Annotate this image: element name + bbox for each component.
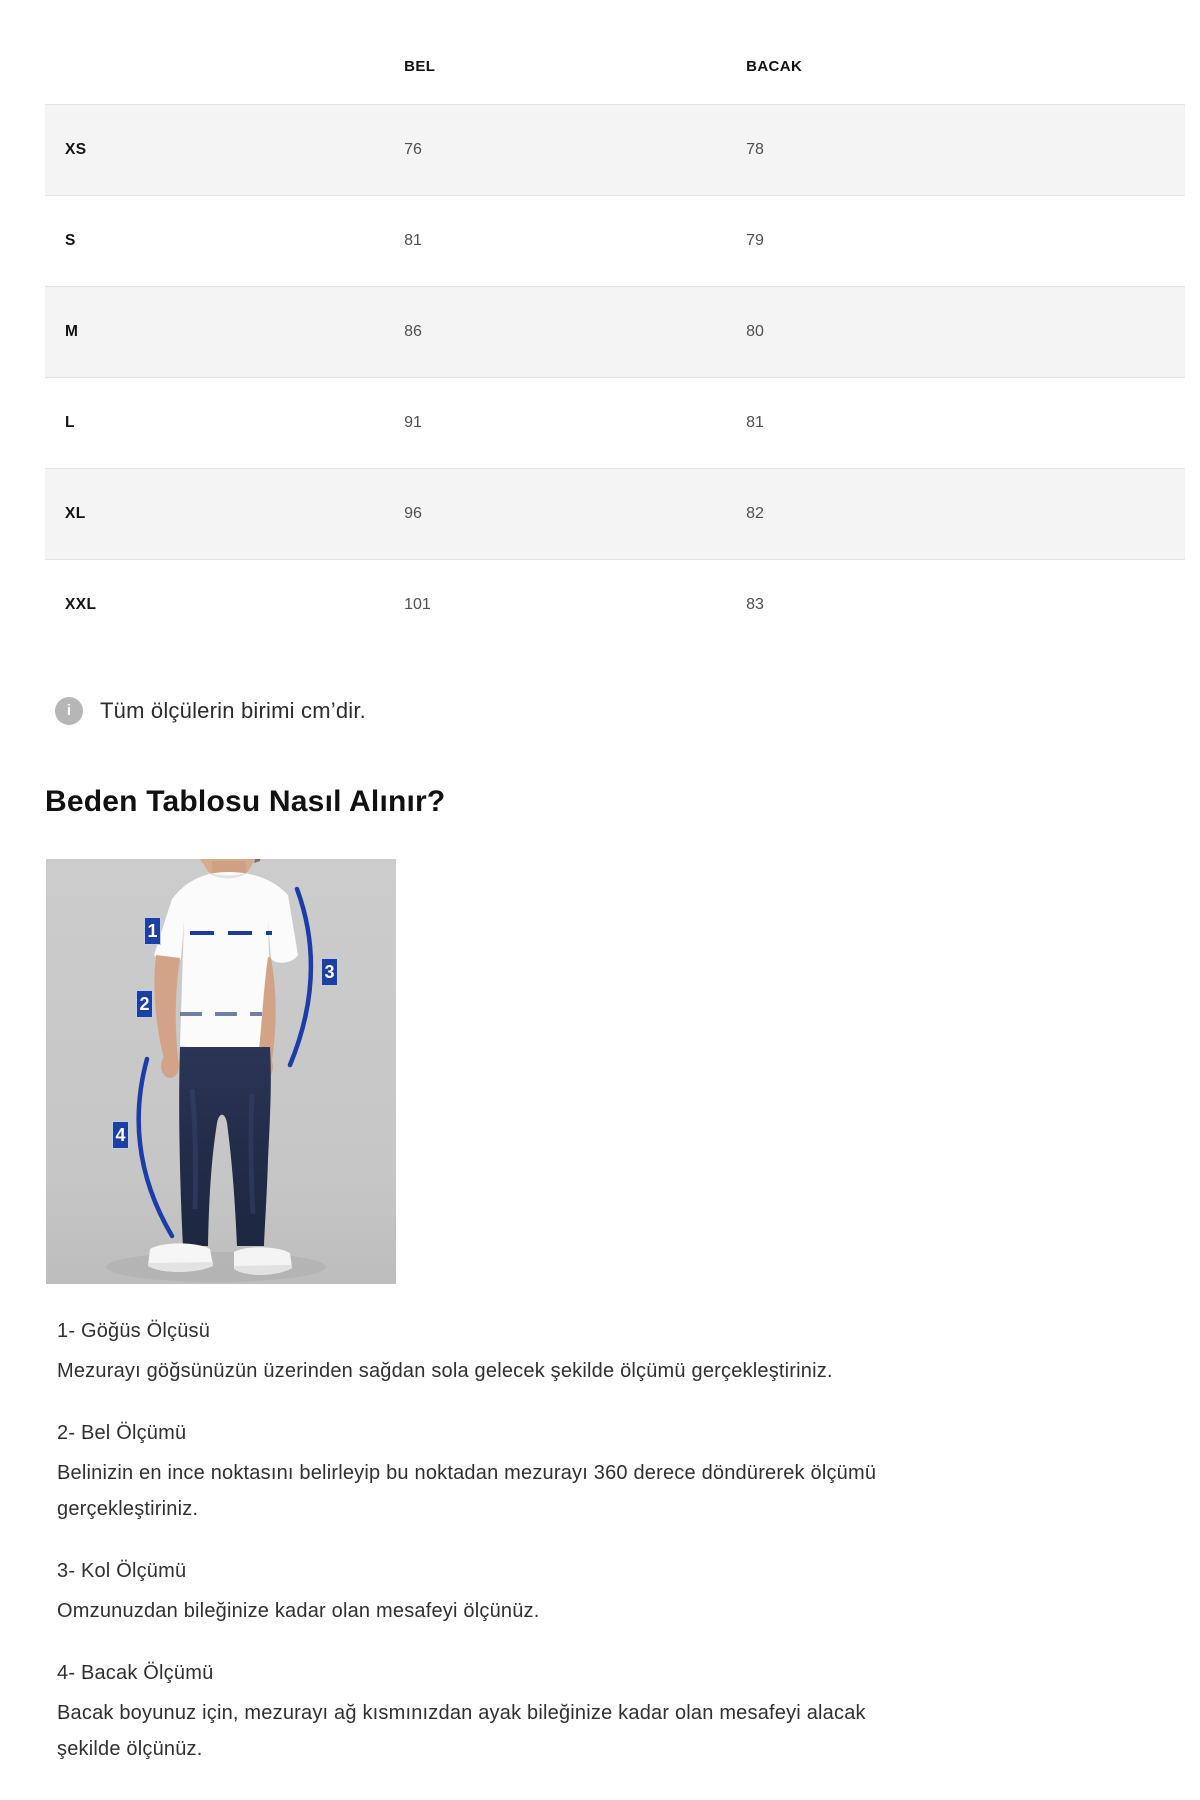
measurement-figure	[46, 859, 396, 1284]
step-title: 3- Kol Ölçümü	[57, 1560, 187, 1582]
size-label: S	[65, 232, 76, 249]
leg-marker-badge: 4	[112, 1121, 129, 1149]
bel-column-header: BEL	[404, 57, 436, 75]
bacak-column-header: BACAK	[746, 57, 803, 75]
measure-steps	[57, 1317, 1185, 1767]
size-column-header	[45, 28, 404, 105]
step-title: 1- Göğüs Ölçüsü	[57, 1320, 211, 1342]
unit-note-text: Tüm ölçülerin birimi cm’dir.	[100, 698, 366, 723]
bel-value: 101	[404, 596, 431, 613]
size-label: XXL	[65, 596, 97, 613]
step-description: Belinizin en ince noktasını belirleyip bu noktadan mezurayı 360 derece döndürerek ölçümü gerçekleştiriniz.	[57, 1462, 877, 1520]
table-row	[45, 287, 1185, 378]
table-row	[45, 469, 1185, 560]
arm-marker-badge: 3	[321, 958, 338, 986]
bel-value: 81	[404, 232, 422, 249]
bacak-value: 78	[746, 141, 764, 158]
step-description: Bacak boyunuz için, mezurayı ağ kısmınızdan ayak bileğinize kadar olan mesafeyi alacak şekilde ölçünüz.	[57, 1702, 866, 1760]
bel-value: 86	[404, 323, 422, 340]
bacak-value: 81	[746, 414, 764, 431]
chest-marker-badge: 1	[144, 917, 161, 945]
size-label: XS	[65, 141, 87, 158]
measure-step	[57, 1557, 1185, 1629]
step-description: Omzunuzdan bileğinize kadar olan mesafeyi ölçünüz.	[57, 1600, 540, 1622]
model-photo	[46, 859, 396, 1284]
bel-value: 91	[404, 414, 422, 431]
unit-note	[55, 696, 1185, 726]
bel-value: 96	[404, 505, 422, 522]
size-label: L	[65, 414, 75, 431]
info-icon: i	[55, 697, 83, 725]
size-label: XL	[65, 505, 86, 522]
table-row	[45, 378, 1185, 469]
measure-step	[57, 1659, 1185, 1767]
waist-marker-badge: 2	[136, 990, 153, 1018]
measure-step	[57, 1317, 1185, 1389]
size-table	[45, 28, 1185, 650]
bacak-value: 80	[746, 323, 764, 340]
step-title: 2- Bel Ölçümü	[57, 1422, 187, 1444]
table-row	[45, 105, 1185, 196]
guide-title: Beden Tablosu Nasıl Alınır?	[45, 785, 446, 818]
size-label: M	[65, 323, 79, 340]
bel-value: 76	[404, 141, 422, 158]
bacak-value: 83	[746, 596, 764, 613]
measure-step	[57, 1419, 1185, 1527]
bacak-value: 79	[746, 232, 764, 249]
bacak-value: 82	[746, 505, 764, 522]
table-row	[45, 196, 1185, 287]
step-description: Mezurayı göğsünüzün üzerinden sağdan sola gelecek şekilde ölçümü gerçekleştiriniz.	[57, 1360, 833, 1382]
table-row	[45, 560, 1185, 651]
step-title: 4- Bacak Ölçümü	[57, 1662, 214, 1684]
size-table-header-row	[45, 28, 1185, 105]
